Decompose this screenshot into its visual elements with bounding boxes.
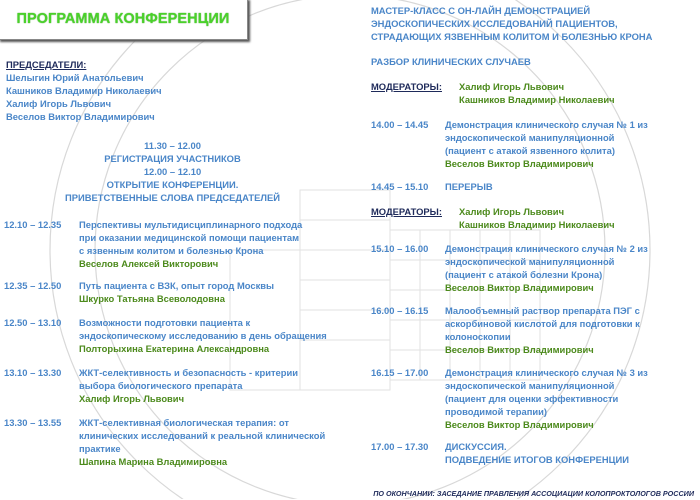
moderator-name: Халиф Игорь Львович	[459, 81, 565, 92]
session-title: практике	[79, 443, 121, 454]
session-title: эндоскопической манипуляционной	[445, 256, 615, 267]
chair-name: Халиф Игорь Львович	[6, 98, 112, 109]
opening-label: ОТКРЫТИЕ КОНФЕРЕНЦИИ.	[106, 179, 239, 190]
session-speaker: Халиф Игорь Львович	[79, 393, 185, 404]
session-title: Демонстрация клинического случая № 1 из	[445, 119, 648, 130]
session-title: Демонстрация клинического случая № 3 из	[445, 367, 648, 378]
opening-block	[0, 139, 345, 204]
session-title: выбора биологического препарата	[79, 380, 243, 391]
session-title: ПОДВЕДЕНИЕ ИТОГОВ КОНФЕРЕНЦИИ	[445, 454, 629, 465]
session-time: 16.00 – 16.15	[371, 305, 429, 316]
session-time: 13.30 – 13.55	[4, 417, 62, 428]
session-title: Демонстрация клинического случая № 2 из	[445, 243, 648, 254]
session-title: колоноскопии	[445, 331, 511, 342]
registration-time: 11.30 – 12.00	[144, 140, 201, 151]
session-item	[4, 416, 349, 468]
opening-time: 12.00 – 12.10	[143, 166, 202, 177]
registration-label: РЕГИСТРАЦИЯ УЧАСТНИКОВ	[104, 153, 241, 164]
program-title-box	[0, 0, 248, 40]
moderator-name: Кашников Владимир Николаевич	[459, 219, 615, 230]
session-time: 12.50 – 13.10	[4, 317, 62, 328]
session-speaker: Веселов Виктор Владимирович	[445, 158, 594, 169]
session-time: 13.10 – 13.30	[4, 367, 62, 378]
session-speaker: Шапина Марина Владимировна	[79, 456, 228, 467]
chair-name: Кашников Владимир Николаевич	[6, 85, 162, 96]
session-title: ДИСКУССИЯ.	[445, 441, 507, 452]
session-title: Возможности подготовки пациента к	[79, 317, 251, 328]
masterclass-heading-line: ЭНДОСКОПИЧЕСКИХ ИССЛЕДОВАНИЙ ПАЦИЕНТОВ,	[371, 18, 618, 29]
session-title: клинических исследований к реальной клинической	[79, 430, 326, 441]
session-title: ЖКТ-селективность и безопасность - критерии	[79, 367, 299, 378]
moderators-label: МОДЕРАТОРЫ:	[371, 81, 442, 92]
session-speaker: Полторыхина Екатерина Александровна	[79, 343, 270, 354]
session-title: аскорбиновой кислотой для подготовки к	[445, 318, 640, 329]
chairs-label: ПРЕДСЕДАТЕЛИ:	[6, 59, 87, 70]
session-item	[4, 366, 349, 405]
footer-note: ПО ОКОНЧАНИИ: ЗАСЕДАНИЕ ПРАВЛЕНИЯ АССОЦИАЦИИ КОЛОПРОКТОЛОГОВ РОССИИ	[373, 489, 694, 498]
masterclass-heading-line: СТРАДАЮЩИХ ЯЗВЕННЫМ КОЛИТОМ И БОЛЕЗНЬЮ КРОНА	[371, 31, 653, 42]
masterclass-heading-line: МАСТЕР-КЛАСС С ОН-ЛАЙН ДЕМОНСТРАЦИЕЙ	[371, 5, 591, 16]
moderators-block	[371, 80, 615, 106]
session-speaker: Шкурко Татьяна Всеволодовна	[79, 293, 225, 304]
session-item	[4, 218, 344, 270]
session-item	[371, 366, 696, 431]
session-title: при оказании медицинской помощи пациентам	[79, 232, 300, 243]
session-time: 12.10 – 12.35	[4, 219, 62, 230]
session-item	[371, 242, 696, 294]
session-item	[371, 304, 696, 356]
page-title: ПРОГРАММА КОНФЕРЕНЦИИ	[16, 10, 230, 27]
session-speaker: Веселов Виктор Владимирович	[445, 344, 594, 355]
session-item	[371, 118, 696, 170]
session-item	[4, 316, 349, 355]
session-title: Перспективы мультидисциплинарного подхода	[79, 219, 303, 230]
session-time: 17.00 – 17.30	[371, 441, 429, 452]
moderators-block	[371, 205, 615, 231]
masterclass-subheading: РАЗБОР КЛИНИЧЕСКИХ СЛУЧАЕВ	[371, 56, 531, 67]
session-title: с язвенным колитом и болезнью Крона	[79, 245, 264, 256]
chairs-block	[6, 58, 162, 123]
break-label: ПЕРЕРЫВ	[445, 181, 493, 192]
session-title: Малообъемный раствор препарата ПЭГ с	[445, 305, 640, 316]
session-time: 14.00 – 14.45	[371, 119, 429, 130]
session-title: эндоскопической манипуляционной	[445, 132, 615, 143]
session-speaker: Веселов Виктор Владимирович	[445, 419, 594, 430]
session-speaker: Веселов Алексей Викторович	[79, 258, 219, 269]
session-time: 15.10 – 16.00	[371, 243, 429, 254]
session-title: (пациент с атакой болезни Крона)	[445, 269, 603, 280]
moderator-name: Кашников Владимир Николаевич	[459, 94, 615, 105]
session-title: (пациент с атакой язвенного колита)	[445, 145, 615, 156]
session-title: (пациент для оценки эффективности	[445, 393, 619, 404]
chair-name: Веселов Виктор Владимирович	[6, 111, 155, 122]
greetings-label: ПРИВЕТСТВЕННЫЕ СЛОВА ПРЕДСЕДАТЕЛЕЙ	[65, 192, 280, 203]
session-title: эндоскопической манипуляционной	[445, 380, 615, 391]
session-time: 16.15 – 17.00	[371, 367, 429, 378]
chair-name: Шелыгин Юрий Анатольевич	[6, 72, 144, 83]
session-title: эндоскопическому исследованию в день обращения	[79, 330, 327, 341]
session-time: 14.45 – 15.10	[371, 181, 429, 192]
break-item	[371, 180, 696, 193]
session-title: Путь пациента с ВЗК, опыт город Москвы	[79, 280, 275, 291]
masterclass-heading	[371, 4, 652, 43]
discussion-item	[371, 440, 696, 466]
moderator-name: Халиф Игорь Львович	[459, 206, 565, 217]
moderators-label: МОДЕРАТОРЫ:	[371, 206, 442, 217]
session-item	[4, 279, 344, 305]
session-speaker: Веселов Виктор Владимирович	[445, 282, 594, 293]
session-title: проводимой терапии)	[445, 406, 548, 417]
session-time: 12.35 – 12.50	[4, 280, 62, 291]
session-title: ЖКТ-селективная биологическая терапия: от	[79, 417, 289, 428]
